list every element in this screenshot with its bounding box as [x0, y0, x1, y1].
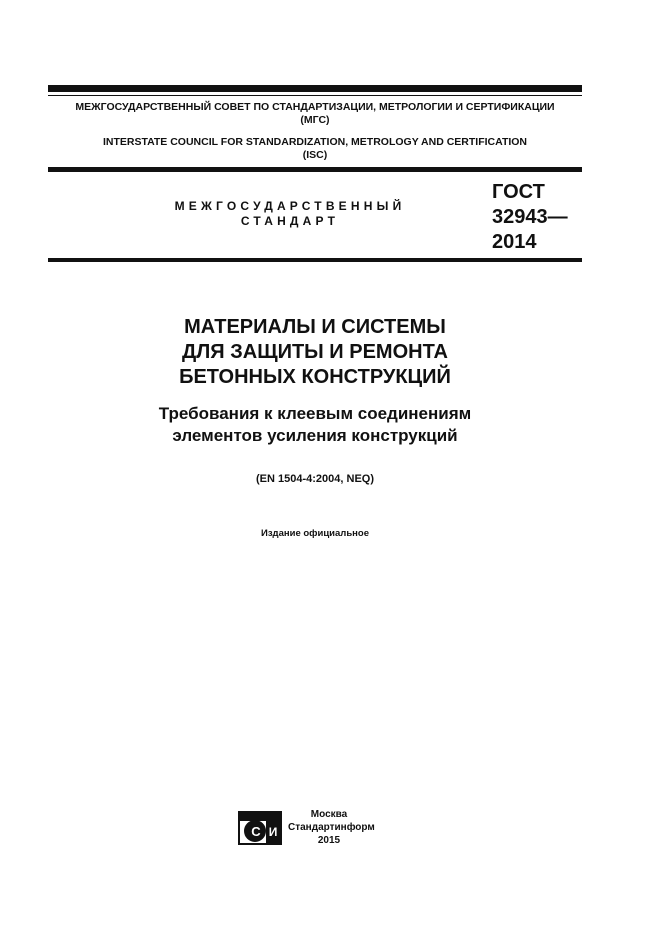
- bottom-rule: [48, 258, 582, 262]
- publication-year: 2015: [317, 835, 341, 846]
- council-abbr-ru: (МГС): [300, 114, 330, 126]
- document-title-line2: ДЛЯ ЗАЩИТЫ И РЕМОНТА: [182, 341, 448, 363]
- publisher-name: Стандартинформ: [288, 822, 375, 833]
- middle-rule: [48, 167, 582, 172]
- en-reference: (EN 1504-4:2004, NEQ): [256, 473, 374, 485]
- publisher-city: Москва: [310, 809, 348, 820]
- top-thin-rule: [48, 95, 582, 96]
- standard-type-line2: СТАНДАРТ: [240, 214, 340, 228]
- council-abbr-en: (ISC): [302, 149, 328, 161]
- logo-letter-i: И: [268, 825, 278, 839]
- gost-designation-line1: ГОСТ: [492, 181, 545, 203]
- standartinform-logo-icon: [238, 811, 282, 845]
- edition-note: Издание официальное: [261, 528, 369, 539]
- gost-designation-line2: 32943—: [492, 206, 568, 228]
- standard-type-line1: МЕЖГОСУДАРСТВЕННЫЙ: [174, 199, 406, 213]
- document-title-line3: БЕТОННЫХ КОНСТРУКЦИЙ: [179, 366, 451, 388]
- top-rule: [48, 85, 582, 92]
- logo-letter-s: С: [251, 824, 261, 839]
- document-title-line1: МАТЕРИАЛЫ И СИСТЕМЫ: [184, 316, 446, 338]
- document-subtitle-line2: элементов усиления конструкций: [172, 426, 458, 445]
- council-name-en: INTERSTATE COUNCIL FOR STANDARDIZATION, METROLOGY AND CERTIFICATION: [102, 136, 528, 148]
- gost-designation-line3: 2014: [492, 231, 537, 253]
- council-name-ru: МЕЖГОСУДАРСТВЕННЫЙ СОВЕТ ПО СТАНДАРТИЗАЦИИ, МЕТРОЛОГИИ И СЕРТИФИКАЦИИ: [75, 101, 555, 113]
- document-subtitle-line1: Требования к клеевым соединениям: [158, 404, 472, 423]
